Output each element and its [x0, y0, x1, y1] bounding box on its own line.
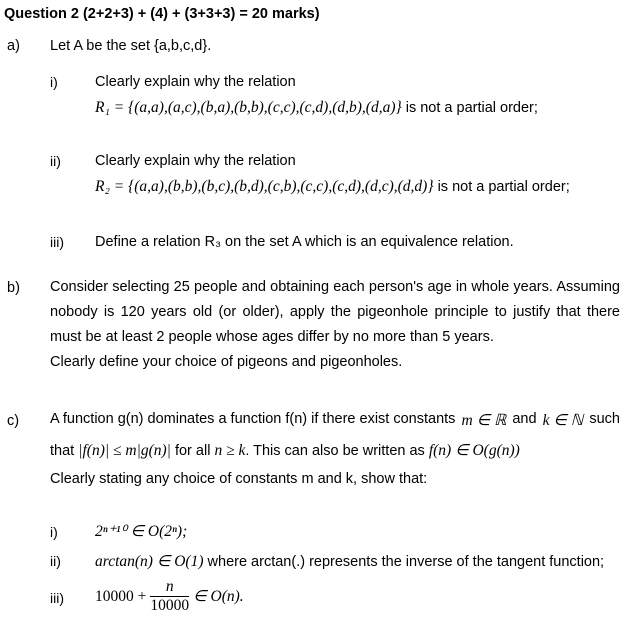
part-a-ii-label: ii)	[50, 153, 61, 169]
relation-r2: R₂ = {(a,a),(b,b),(b,c),(b,d),(c,b),(c,c),(c,d),(d,c),(d,d)}	[95, 178, 434, 195]
part-a-label: a)	[7, 38, 20, 54]
part-a-i-text: Clearly explain why the relation	[95, 74, 296, 90]
domination-inequality: |f(n)| ≤ m|g(n)|	[78, 442, 171, 459]
part-b-body	[50, 275, 620, 375]
part-b-label: b)	[7, 280, 20, 296]
part-c-line1-a: A function g(n) dominates a function f(n) if there exist constants	[50, 411, 456, 427]
part-c-i-expr: 2ⁿ⁺¹⁰ ∈ O(2ⁿ);	[95, 523, 188, 540]
part-c-line1	[50, 411, 620, 430]
part-c-line2-a: that	[50, 443, 75, 459]
part-c-line2	[50, 441, 520, 460]
fraction-numerator: n	[150, 578, 189, 597]
part-c-line3: Clearly stating any choice of constants m and k, show that:	[50, 471, 428, 487]
part-c-iii-tail: ∈ O(n).	[193, 588, 244, 605]
part-c-ii-text: where arctan(.) represents the inverse of the tangent function;	[207, 554, 605, 570]
part-c-line2-c: for all	[174, 443, 211, 459]
part-c-ii-line	[95, 552, 604, 571]
part-a-iii-text: Define a relation R₃ on the set A which is an equivalence relation.	[95, 234, 514, 250]
m-in-reals: m ∈ ℝ	[461, 412, 507, 429]
n-geq-k: n ≥ k	[214, 442, 246, 459]
part-a-intro: Let A be the set {a,b,c,d}.	[50, 38, 212, 54]
relation-r1-suffix: is not a partial order;	[405, 100, 538, 116]
fraction-n-over-10000	[150, 578, 189, 615]
part-a-iii-label: iii)	[50, 234, 64, 250]
part-b-text: Consider selecting 25 people and obtaining each person's age in whole years. Assuming nobody is 120 years old (or older), apply the pigeonhole principle to justify that there must be at least 2 people whose ages differ by no more than 5 years.	[50, 279, 620, 345]
part-c-line1-c: and	[512, 411, 537, 427]
part-a-i-relation-line	[95, 99, 538, 117]
part-c-iii-line	[95, 578, 244, 615]
fraction-denominator: 10000	[150, 597, 190, 614]
part-c-iii-label: iii)	[50, 590, 64, 606]
question-title: Question 2 (2+2+3) + (4) + (3+3+3) = 20 marks)	[4, 6, 320, 22]
k-in-naturals: k ∈ ℕ	[542, 412, 584, 429]
part-c-label: c)	[7, 413, 20, 429]
part-c-line2-e: . This can also be written as	[245, 443, 425, 459]
part-c-line1-e: such	[589, 411, 620, 427]
part-a-ii-text: Clearly explain why the relation	[95, 153, 296, 169]
big-o-notation: f(n) ∈ O(g(n))	[428, 442, 520, 459]
part-c-ii-label: ii)	[50, 553, 61, 569]
part-c-iii-lead: 10000 +	[95, 587, 147, 605]
part-c-ii-expr: arctan(n) ∈ O(1)	[95, 553, 204, 570]
part-a-ii-relation-line	[95, 178, 570, 196]
part-b-text2: Clearly define your choice of pigeons and pigeonholes.	[50, 354, 403, 370]
part-c-i-label: i)	[50, 524, 58, 540]
relation-r2-suffix: is not a partial order;	[437, 179, 570, 195]
relation-r1: R₁ = {(a,a),(a,c),(b,a),(b,b),(c,c),(c,d),(d,b),(d,a)}	[95, 99, 402, 116]
part-a-i-label: i)	[50, 74, 58, 90]
